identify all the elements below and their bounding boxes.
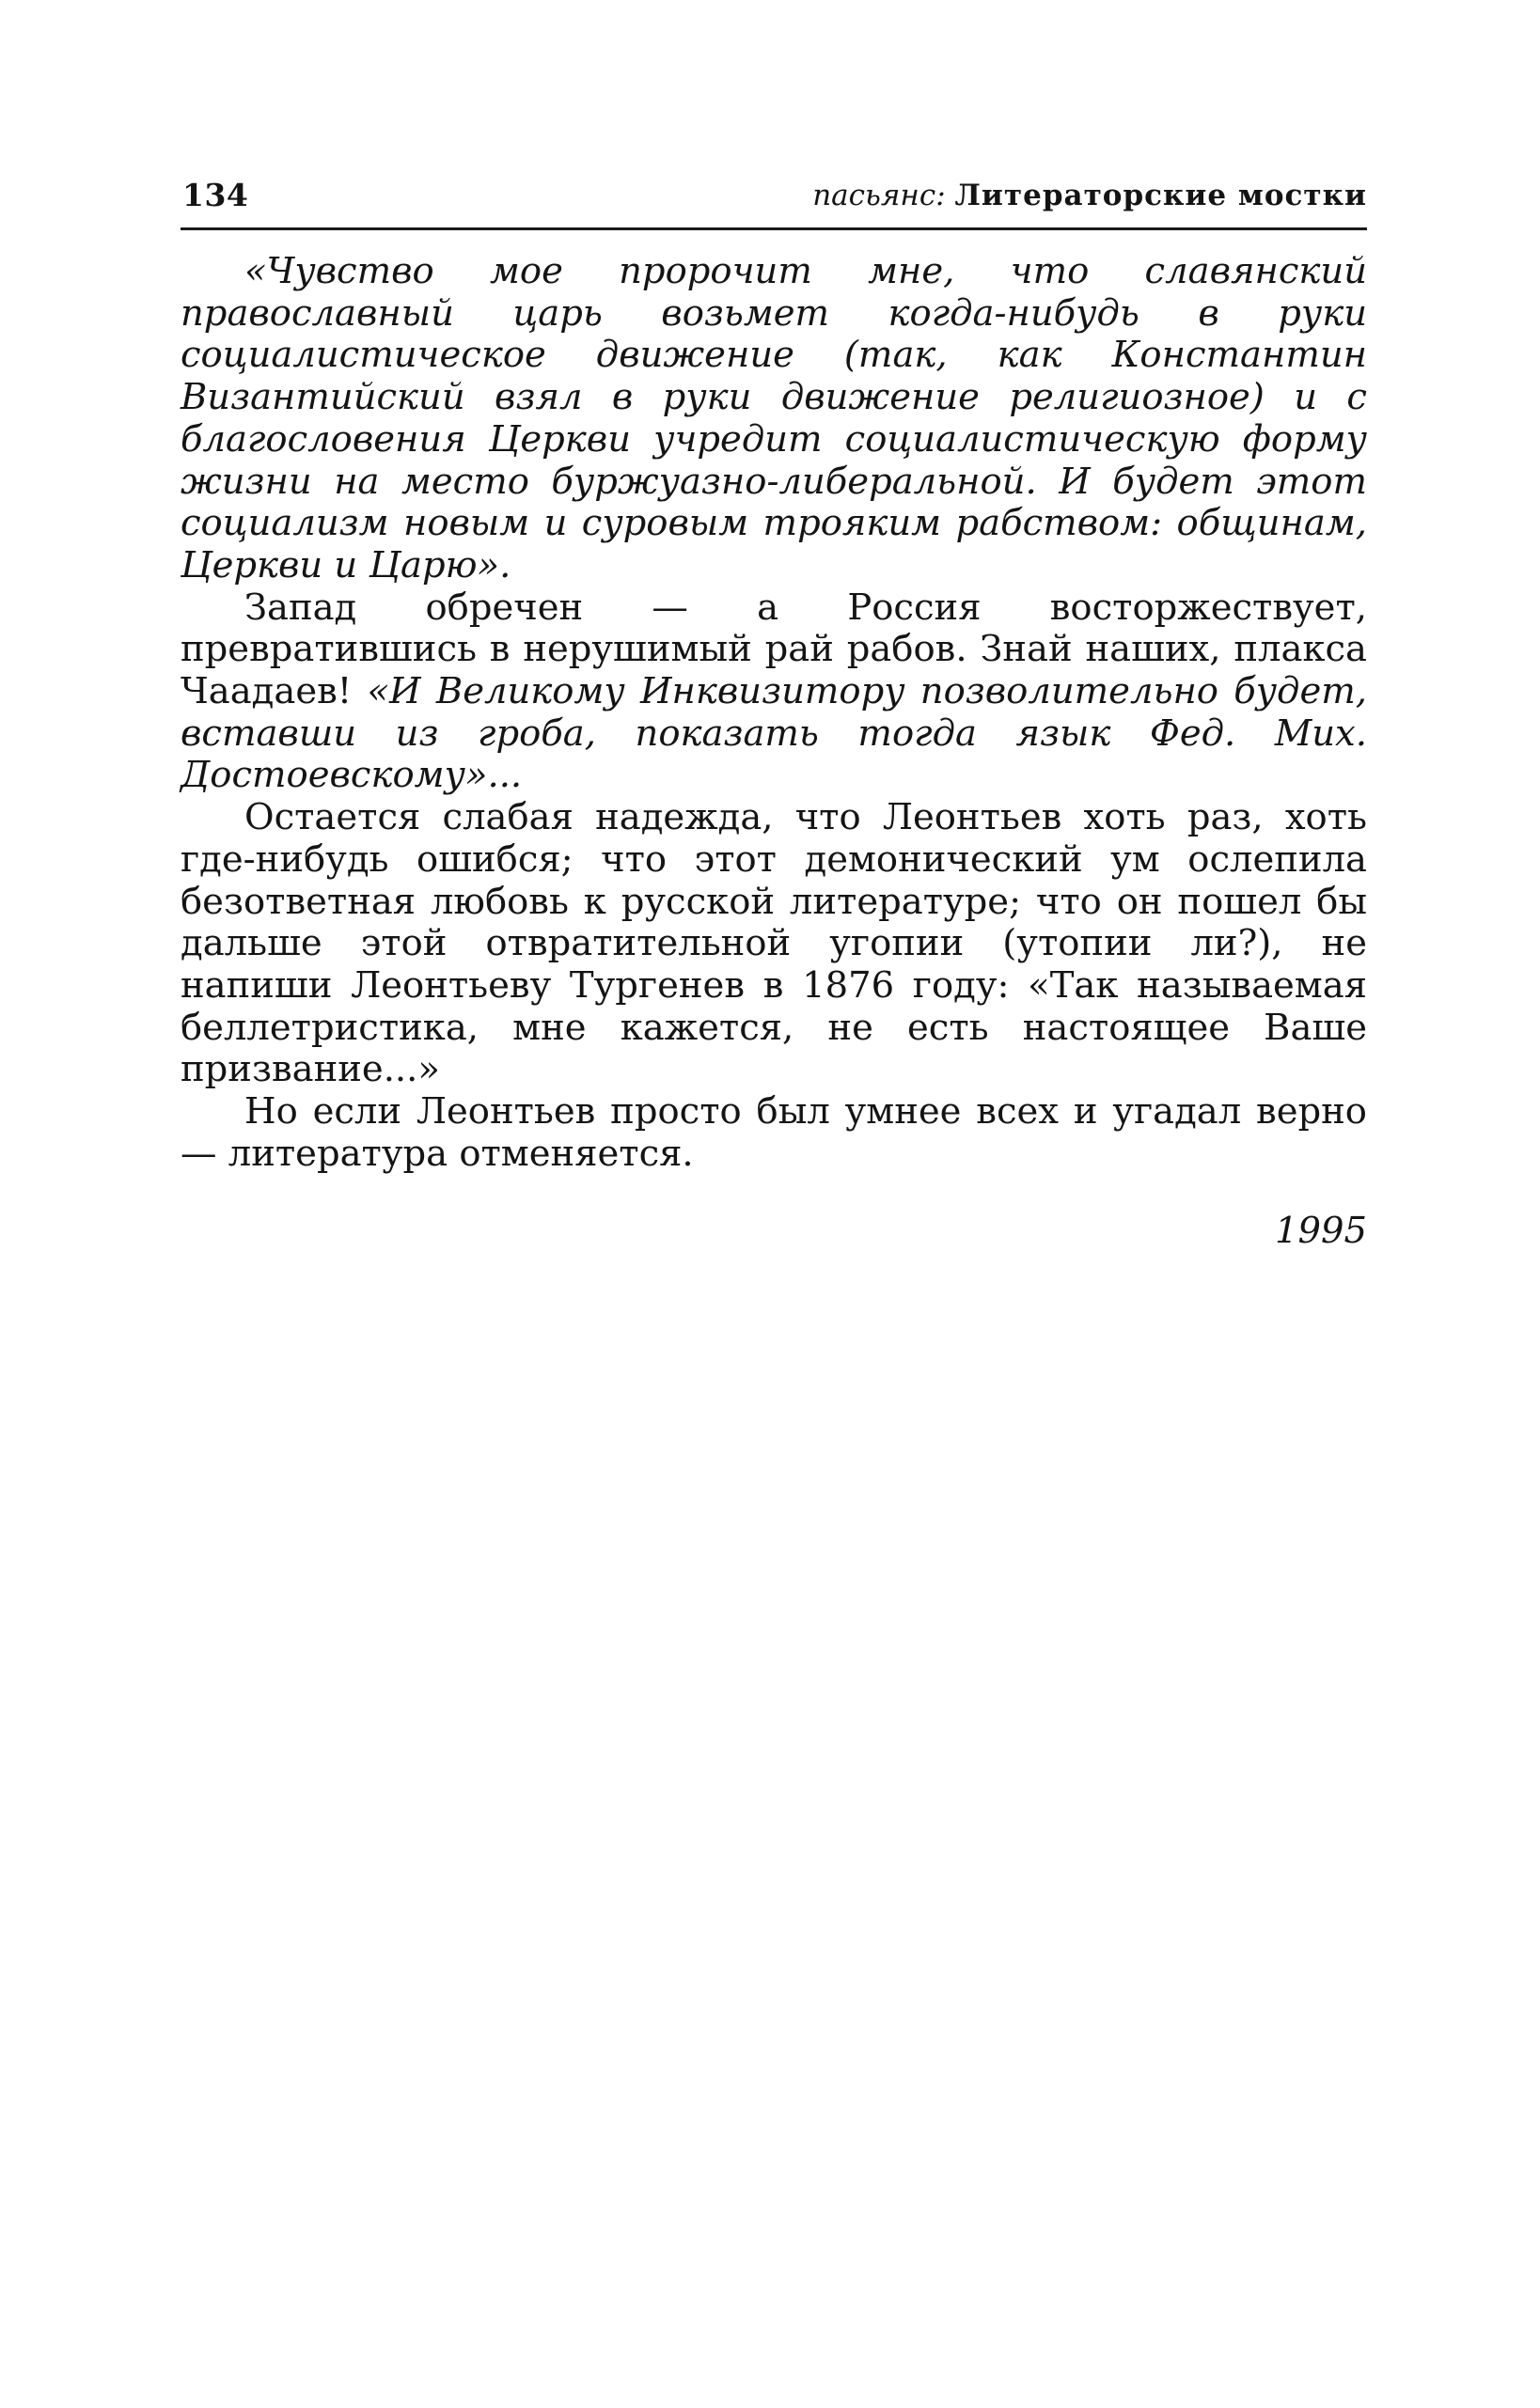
paragraph-4: Но если Леонтьев просто был умнее всех и угадал верно — литература отменяется.	[181, 1090, 1367, 1175]
paragraph-2	[181, 587, 1367, 798]
page-number: 134	[182, 177, 249, 213]
date-signature: 1995	[1275, 1210, 1367, 1253]
paragraph-2-text: Запад обречен — а Россия восторжествует, превратившись в нерушимый рай рабов. Знай наших, плакса Чаадаев!	[181, 586, 1367, 713]
running-title	[812, 179, 1367, 212]
paragraph-3: Остается слабая надежда, что Леонтьев хоть раз, хоть где-нибудь ошибся; что этот демонический ум ослепила безответная любовь к русской литературе; что он пошел бы дальше этой отвратительной угопии (утопии ли?), не напиши Леонтьеву Тургенев в 1876 году: «Так называемая беллетристика, мне кажется, не есть настоящее Ваше призвание...»	[181, 796, 1367, 1091]
book-page	[181, 175, 1367, 1252]
running-header	[181, 175, 1367, 230]
book-title: Литераторские мостки	[954, 179, 1367, 212]
paragraph-quote: «Чувство мое пророчит мне, что славянский православный царь возьмет когда-нибудь в руки социалистическое движение (так, как Константин Византийский взял в руки движение религиозное) и с благословения Церкви учредит социалистическую форму жизни на место буржуазно-либеральной. И будет этот социализм новым и суровым трояким рабством: общинам, Церкви и Царю».	[181, 250, 1367, 586]
section-name: пасьянс:	[812, 179, 946, 212]
body-text	[181, 251, 1367, 1252]
paragraph-2-quote: «И Великому Инквизитору позволительно будет, вставши из гроба, показать тогда язык Фед. Мих. Достоевскому»...	[181, 670, 1367, 797]
